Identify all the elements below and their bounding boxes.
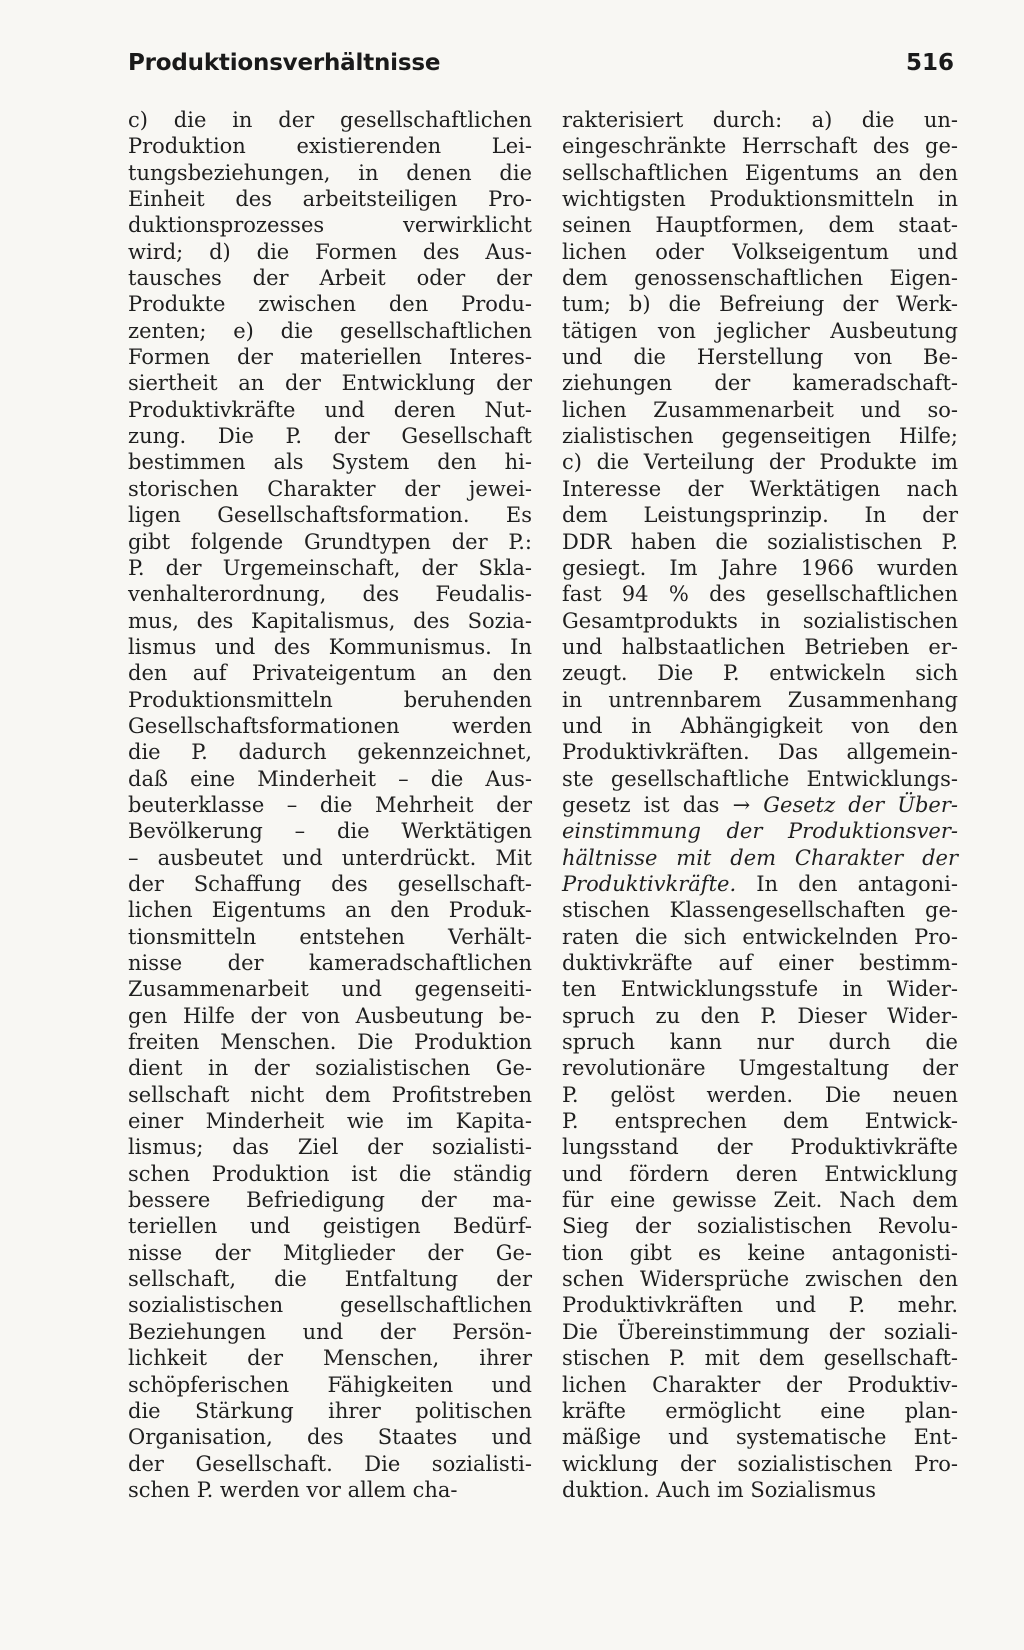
text-line: revolutionäre Umgestaltung der [562,1056,958,1081]
text-line: tum; b) die Befreiung der Werk- [562,292,958,317]
text-line: in untrennbarem Zusammenhang [562,687,958,712]
text-line: tionsmitteln entstehen Verhält- [128,924,532,949]
text-line: teriellen und geistigen Bedürf- [128,1214,532,1239]
text-line: DDR haben die sozialistischen P. [562,529,958,554]
text-line: lismus und des Kommunismus. In [128,634,532,659]
text-line: Produkte zwischen den Produ- [128,292,532,317]
text-line: storischen Charakter der jewei- [128,476,532,501]
text-line: bessere Befriedigung der ma- [128,1188,532,1213]
text-line: lichen Charakter der Produktiv- [562,1372,958,1397]
text-line: schöpferischen Fähigkeiten und [128,1372,532,1397]
text-line: Bevölkerung – die Werktätigen [128,819,532,844]
text-line: Die Übereinstimmung der soziali- [562,1319,958,1344]
text-line: mäßige und systematische Ent- [562,1425,958,1450]
text-line: beuterklasse – die Mehrheit der [128,792,532,817]
text-line: Beziehungen und der Persön- [128,1319,532,1344]
text-line: venhalterordnung, des Feudalis- [128,582,532,607]
text-line: gen Hilfe der von Ausbeutung be- [128,1003,532,1028]
left-text-column [128,107,532,1503]
text-line: Einheit des arbeitsteiligen Pro- [128,187,532,212]
text-line: einer Minderheit wie im Kapita- [128,1109,532,1134]
text-line: lichen Zusammenarbeit und so- [562,397,958,422]
text-line: gesetz ist das → Gesetz der Über- [562,792,958,817]
text-line: seinen Hauptformen, dem staat- [562,213,958,238]
text-line: schen P. werden vor allem cha- [128,1477,458,1502]
text-line: spruch zu den P. Dieser Wider- [562,1003,958,1028]
text-line: zung. Die P. der Gesellschaft [128,424,532,449]
text-line: sellschaftlichen Eigentums an den [562,160,958,185]
text-line: schen Widersprüche zwischen den [562,1267,958,1292]
text-line: Gesamtprodukts in sozialistischen [562,608,958,633]
text-line: c) die in der gesellschaftlichen [128,108,532,132]
text-line: dem genossenschaftlichen Eigen- [562,266,958,291]
text-line: gesiegt. Im Jahre 1966 wurden [562,555,958,580]
text-line: Zusammenarbeit und gegenseiti- [128,977,532,1002]
text-line: und fördern deren Entwicklung [562,1161,958,1186]
text-line: eingeschränkte Herrschaft des ge- [562,134,958,159]
text-line: ste gesellschaftliche Entwicklungs- [562,766,958,791]
text-line: P. gelöst werden. Die neuen [562,1082,958,1107]
text-line: wicklung der sozialistischen Pro- [562,1451,958,1476]
text-line: den auf Privateigentum an den [128,661,532,686]
text-line: Organisation, des Staates und [128,1425,532,1450]
text-line: freiten Menschen. Die Produktion [128,1030,532,1055]
running-head-title: Produktionsverhältnisse [128,50,441,76]
text-line: Produktivkräfte und deren Nut- [128,397,532,422]
text-line: ligen Gesellschaftsformation. Es [128,503,532,528]
text-line: ten Entwicklungsstufe in Wider- [562,977,958,1002]
text-line: nisse der Mitglieder der Ge- [128,1240,532,1265]
reference-arrow-icon: → [732,792,764,817]
text-line: Produktionsmitteln beruhenden [128,687,532,712]
text-line: Formen der materiellen Interes- [128,345,532,370]
text-line: fast 94 % des gesellschaftlichen [562,582,958,607]
text-line: nisse der kameradschaftlichen [128,951,532,975]
text-line: duktionsprozesses verwirklicht [128,213,532,238]
text-line: spruch kann nur durch die [562,1030,958,1055]
text-line: daß eine Minderheit – die Aus- [128,766,532,791]
text-line: rakterisiert durch: a) die un- [562,108,958,132]
text-line: tungsbeziehungen, in denen die [128,160,532,185]
text-line: P. der Urgemeinschaft, der Skla- [128,555,532,580]
text-line: zeugt. Die P. entwickeln sich [562,661,958,686]
text-line: einstimmung der Produktionsver- [562,819,958,844]
text-line: P. entsprechen dem Entwick- [562,1109,958,1134]
right-text-column [562,107,958,1503]
text-line: wichtigsten Produktionsmitteln in [562,187,958,212]
text-line: ziehungen der kameradschaft- [562,371,958,396]
text-line: stischen Klassengesellschaften ge- [562,898,958,923]
text-line: sellschaft, die Entfaltung der [128,1267,532,1292]
text-line: der Gesellschaft. Die sozialisti- [128,1451,532,1476]
text-line: raten die sich entwickelnden Pro- [562,924,958,949]
text-line: Produktion existierenden Lei- [128,134,532,159]
cross-reference-law: Gesetz der Über- [763,792,958,817]
text-line: stischen P. mit dem gesellschaft- [562,1346,958,1371]
text-line: wird; d) die Formen des Aus- [128,239,532,264]
text-line: und in Abhängigkeit von den [562,713,958,738]
text-line: Produktivkräfte. In den antagoni- [562,871,958,896]
text-line: tausches der Arbeit oder der [128,266,532,291]
text-line: dient in der sozialistischen Ge- [128,1056,532,1081]
text-line: und die Herstellung von Be- [562,345,958,370]
text-line: lichkeit der Menschen, ihrer [128,1346,532,1371]
text-line: schen Produktion ist die ständig [128,1161,532,1186]
text-line: Produktivkräften und P. mehr. [562,1293,958,1318]
text-line: zenten; e) die gesellschaftlichen [128,318,532,343]
text-line: tätigen von jeglicher Ausbeutung [562,318,958,343]
text-line: Produktivkräften. Das allgemein- [562,740,958,765]
text-line: dem Leistungsprinzip. In der [562,503,958,528]
text-line: und halbstaatlichen Betrieben er- [562,634,958,659]
text-line: tion gibt es keine antagonisti- [562,1240,958,1265]
text-line: sellschaft nicht dem Profitstreben [128,1082,532,1107]
text-line: kräfte ermöglicht eine plan- [562,1398,958,1423]
text-line: Gesellschaftsformationen werden [128,713,532,738]
text-line: die P. dadurch gekennzeichnet, [128,740,532,765]
text-line: die Stärkung ihrer politischen [128,1398,532,1423]
text-line: – ausbeutet und unterdrückt. Mit [128,845,532,870]
page-header [128,50,954,90]
text-line: Interesse der Werktätigen nach [562,476,958,501]
text-line: lichen Eigentums an den Produk- [128,898,532,923]
text-line: lungsstand der Produktivkräfte [562,1135,958,1160]
text-line: duktion. Auch im Sozialismus [562,1477,877,1502]
text-line: hältnisse mit dem Charakter der [562,845,958,870]
text-line: mus, des Kapitalismus, des Sozia- [128,608,532,633]
text-line: Sieg der sozialistischen Revolu- [562,1214,958,1239]
text-line: lichen oder Volkseigentum und [562,239,958,264]
text-line: bestimmen als System den hi- [128,450,532,475]
text-line: für eine gewisse Zeit. Nach dem [562,1188,958,1213]
text-line: sozialistischen gesellschaftlichen [128,1293,532,1318]
text-line: gibt folgende Grundtypen der P.: [128,529,532,554]
text-line: c) die Verteilung der Produkte im [562,450,958,475]
page-number: 516 [905,50,954,76]
text-line: lismus; das Ziel der sozialisti- [128,1135,532,1160]
text-line: der Schaffung des gesellschaft- [128,871,532,896]
text-line: siertheit an der Entwicklung der [128,371,532,396]
text-line: zialistischen gegenseitigen Hilfe; [562,424,958,449]
text-line: duktivkräfte auf einer bestimm- [562,951,958,975]
